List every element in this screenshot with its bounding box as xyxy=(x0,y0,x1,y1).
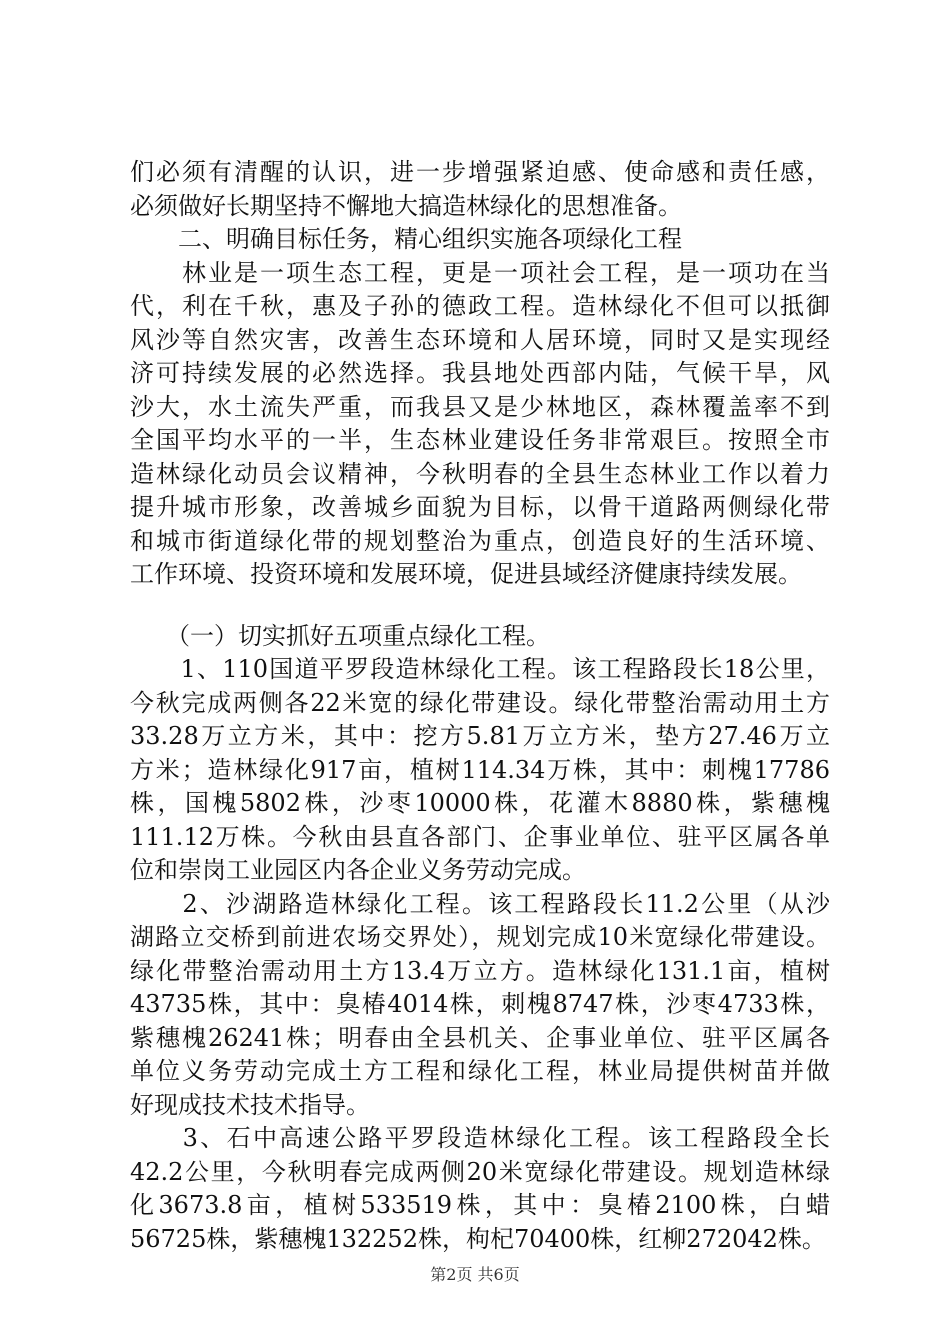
text-line: 单位义务劳动完成土方工程和绿化工程，林业局提供树苗并做 xyxy=(130,1057,830,1085)
page-number-footer: 第2页 共6页 xyxy=(430,1265,520,1284)
text-line: 紫穗槐26241株；明春由全县机关、企事业单位、驻平区属各 xyxy=(130,1023,830,1052)
text-line: 绿化带整治需动用土方13.4万立方。造林绿化131.1亩，植树 xyxy=(130,956,830,985)
text-line: 造林绿化动员会议精神，今秋明春的全县生态林业工作以着力 xyxy=(130,459,830,488)
text-line: 必须做好长期坚持不懈地大搞造林绿化的思想准备。 xyxy=(130,191,682,220)
text-line: 111.12万株。今秋由县直各部门、企事业单位、驻平区属各单 xyxy=(130,822,830,851)
paragraph-forestry-intro xyxy=(130,257,830,592)
text-line: 们必须有清醒的认识，进一步增强紧迫感、使命感和责任感， xyxy=(130,158,830,186)
text-line: 42.2公里，今秋明春完成两侧20米宽绿化带建设。规划造林绿 xyxy=(130,1157,830,1186)
paragraph-project-110 xyxy=(130,653,830,888)
text-line: 3、石中高速公路平罗段造林绿化工程。该工程路段全长 xyxy=(130,1124,830,1152)
text-line: 56725株，紫穗槐132252株，枸杞70400株，红柳272042株。 xyxy=(130,1224,826,1253)
document-body xyxy=(130,156,830,1256)
subsection-heading: （一）切实抓好五项重点绿化工程。 xyxy=(130,621,550,650)
text-line: 风沙等自然灾害，改善生态环境和人居环境，同时又是实现经 xyxy=(130,325,830,354)
text-line: 林业是一项生态工程，更是一项社会工程，是一项功在当 xyxy=(130,258,830,287)
text-line: 工作环境、投资环境和发展环境，促进县域经济健康持续发展。 xyxy=(130,560,802,588)
text-line: 33.28万立方米，其中：挖方5.81万立方米，垫方27.46万立 xyxy=(130,722,830,750)
text-line: 2、沙湖路造林绿化工程。该工程路段长11.2公里（从沙 xyxy=(130,889,830,918)
paragraph-gap xyxy=(130,592,830,620)
text-line: 好现成技术技术指导。 xyxy=(130,1090,370,1119)
paragraph-project-shahu xyxy=(130,888,830,1123)
text-line: 1、110国道平罗段造林绿化工程。该工程路段长18公里， xyxy=(130,655,830,683)
text-line: 代，利在千秋，惠及子孙的德政工程。造林绿化不但可以抵御 xyxy=(130,292,830,320)
text-line: 化3673.8亩，植树533519株，其中：臭椿2100株，白蜡 xyxy=(130,1191,830,1219)
text-line: 今秋完成两侧各22米宽的绿化带建设。绿化带整治需动用土方 xyxy=(130,688,830,717)
paragraph-project-shizhong xyxy=(130,1122,830,1256)
text-line: 位和崇岗工业园区内各企业义务劳动完成。 xyxy=(130,856,586,884)
section-heading: 二、明确目标任务，精心组织实施各项绿化工程 xyxy=(130,225,682,253)
text-line: 提升城市形象，改善城乡面貌为目标，以骨干道路两侧绿化带 xyxy=(130,493,830,521)
text-line: 株，国槐5802株，沙枣10000株，花灌木8880株，紫穗槐 xyxy=(130,789,830,817)
text-line: 湖路立交桥到前进农场交界处），规划完成10米宽绿化带建设。 xyxy=(130,923,830,951)
text-line: 全国平均水平的一半，生态林业建设任务非常艰巨。按照全市 xyxy=(130,426,830,454)
text-line: 43735株，其中：臭椿4014株，刺槐8747株，沙枣4733株， xyxy=(130,990,830,1018)
text-line: 和城市街道绿化带的规划整治为重点，创造良好的生活环境、 xyxy=(130,526,830,555)
text-line: 沙大，水土流失严重，而我县又是少林地区，森林覆盖率不到 xyxy=(130,392,830,421)
text-line: 济可持续发展的必然选择。我县地处西部内陆，气候干旱，风 xyxy=(130,359,830,387)
text-line: 方米；造林绿化917亩，植树114.34万株，其中：刺槐17786 xyxy=(130,755,830,784)
paragraph-continued xyxy=(130,156,830,223)
